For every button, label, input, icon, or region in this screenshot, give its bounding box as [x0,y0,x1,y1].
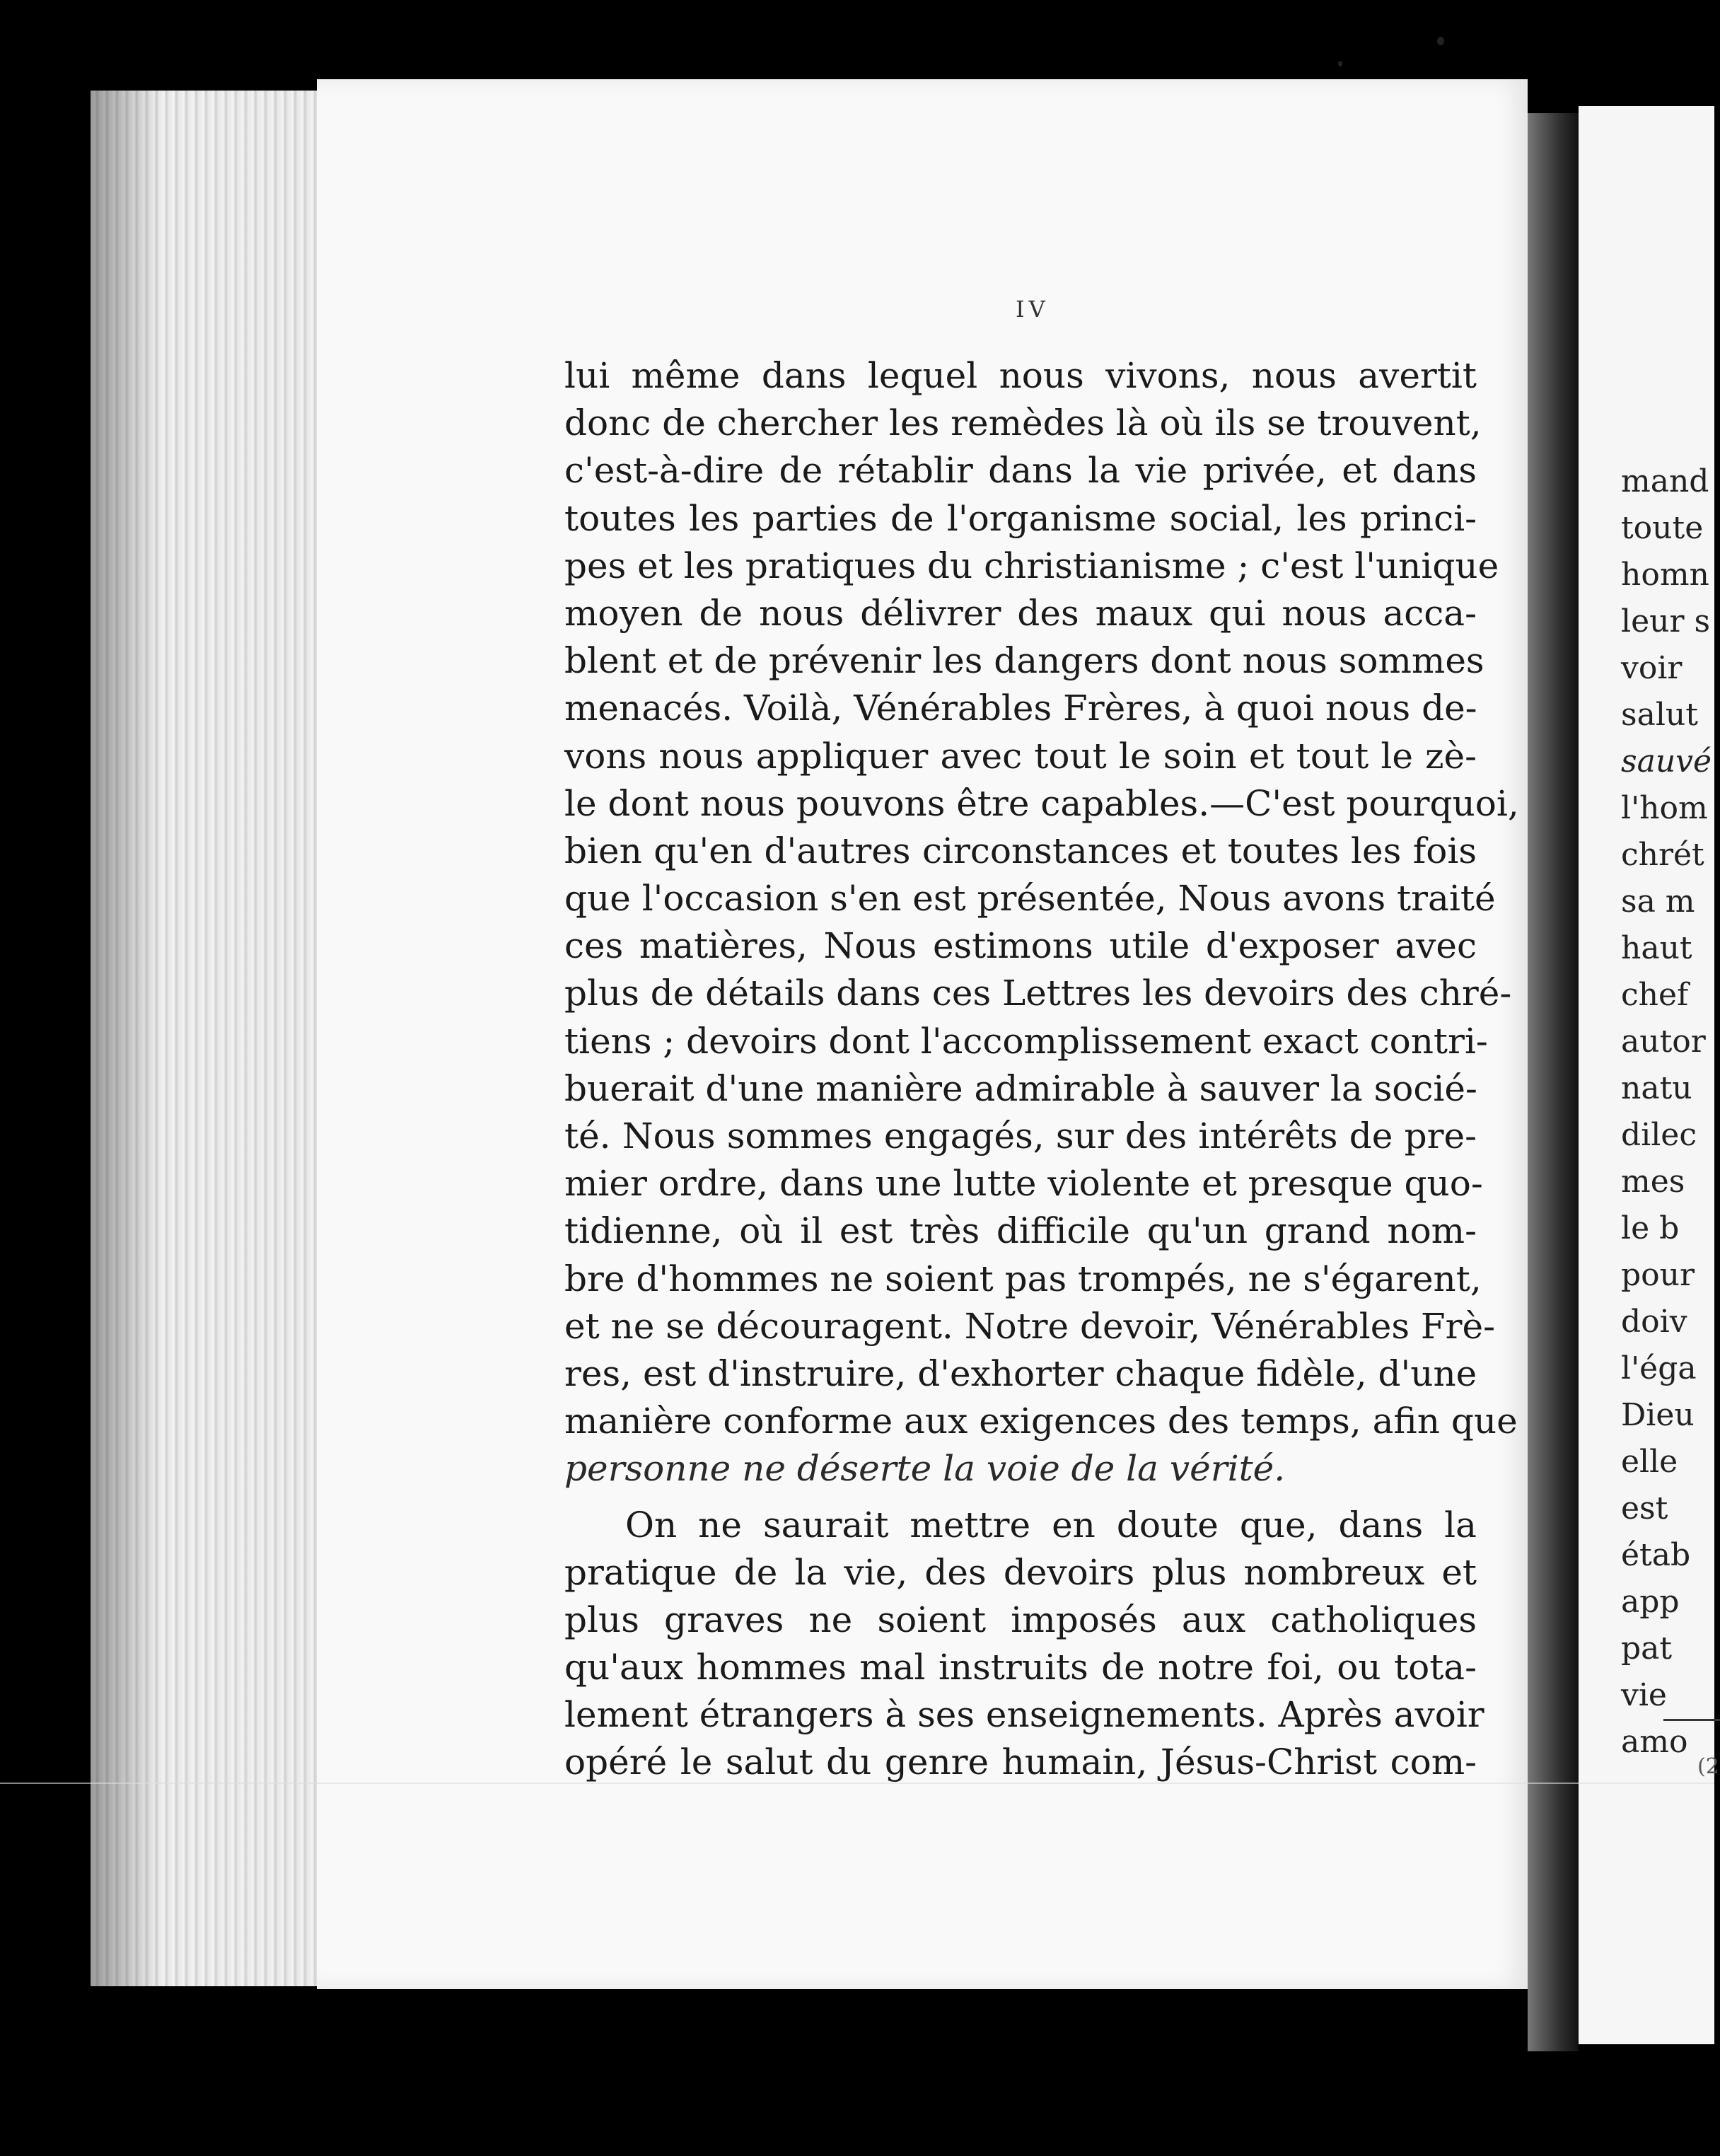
text-line: On ne saurait mettre en doute que, dans la [625,1504,1477,1546]
text-line: moyen de nous délivrer des maux qui nous acca- [564,592,1477,634]
facing-page-text [1621,458,1712,1766]
facing-page-fragment: l'éga [1621,1350,1697,1386]
text-line: et ne se découragent. Notre devoir, Vénérables Frè- [564,1305,1495,1347]
text-line: tidienne, où il est très difficile qu'un grand nom- [564,1210,1477,1252]
facing-page [1579,106,1714,2044]
text-line: menacés. Voilà, Vénérables Frères, à quoi nous de- [564,688,1477,729]
facing-page-fragment: Dieu [1621,1397,1695,1433]
facing-page-fragment: dilec [1621,1117,1697,1153]
book-gutter [1528,113,1579,2051]
facing-page-fragment: voir [1621,650,1683,686]
facing-page-fragment: mand [1621,463,1709,499]
facing-page-fragment: homn [1621,557,1709,593]
facing-page-fragment: haut [1621,930,1692,966]
facing-page-fragment: chrét [1621,837,1704,873]
page-edges [91,91,324,1986]
text-line: le dont nous pouvons être capables.—C'est pourquoi, [564,782,1519,824]
main-text [564,352,1519,1787]
paragraph-1 [564,352,1519,1445]
text-line: vons nous appliquer avec tout le soin et tout le zè- [564,735,1477,777]
text-line: qu'aux hommes mal instruits de notre foi, ou tota- [564,1647,1477,1688]
facing-page-fragment: app [1621,1584,1680,1620]
paragraph-2 [564,1502,1484,1787]
facing-page-fragment: amo [1621,1724,1688,1760]
text-line: lui même dans lequel nous vivons, nous avertit [564,355,1477,396]
facing-page-fragment: sauvé [1621,743,1712,779]
facing-page-fragment: le b [1621,1210,1680,1246]
text-line: pratique de la vie, des devoirs plus nombreux et [564,1551,1477,1593]
text-line: lement étrangers à ses enseignements. Après avoir [564,1694,1484,1736]
facing-page-fragment: vie [1621,1677,1667,1713]
dust-speck [1338,61,1342,66]
text-line: buerait d'une manière admirable à sauver la socié- [564,1067,1477,1109]
facing-page-fragment: leur s [1621,603,1711,639]
text-line: c'est-à-dire de rétablir dans la vie privée, et dans [564,450,1477,492]
scan-line [0,1783,1714,1784]
facing-page-fragment: doiv [1621,1304,1687,1340]
footnote-mark: (2 [1697,1754,1719,1779]
text-line: té. Nous sommes engagés, sur des intérêts de pre- [564,1115,1477,1157]
dust-speck [1437,37,1444,45]
page-number: IV [1016,296,1050,323]
facing-page-fragment: natu [1621,1070,1692,1106]
facing-page-fragment: toute [1621,510,1704,546]
text-line: que l'occasion s'en est présentée, Nous avons traité [564,878,1496,920]
text-line: ces matières, Nous estimons utile d'exposer avec [564,925,1477,967]
text-line: opéré le salut du genre humain, Jésus-Christ com- [564,1741,1477,1783]
facing-page-fragment: est [1621,1490,1668,1526]
facing-page-fragment: mes [1621,1164,1685,1200]
text-line: toutes les parties de l'organisme social, les princi- [564,497,1477,539]
facing-page-fragment: sa m [1621,883,1695,920]
facing-page-fragment: l'hom [1621,790,1708,826]
facing-page-fragment: salut [1621,697,1698,733]
text-line: plus graves ne soient imposés aux catholiques [564,1599,1477,1640]
paragraph-1-italic-line: personne ne déserte la voie de la vérité. [564,1448,1286,1490]
text-line: mier ordre, dans une lutte violente et presque quo- [564,1163,1483,1205]
text-line: bien qu'en d'autres circonstances et toutes les fois [564,830,1477,871]
facing-page-fragment: autor [1621,1024,1706,1060]
text-line: res, est d'instruire, d'exhorter chaque fidèle, d'une [564,1352,1477,1394]
footnote-rule [1663,1719,1720,1721]
facing-page-fragment: pat [1621,1630,1673,1667]
text-line: tiens ; devoirs dont l'accomplissement exact contri- [564,1020,1488,1062]
text-line: manière conforme aux exigences des temps, afin que [564,1401,1518,1442]
facing-page-fragment: chef [1621,977,1689,1013]
text-line: bre d'hommes ne soient pas trompés, ne s'égarent, [564,1258,1482,1299]
text-line: blent et de prévenir les dangers dont nous sommes [564,640,1484,682]
facing-page-fragment: elle [1621,1444,1678,1480]
facing-page-fragment: étab [1621,1537,1691,1573]
text-line: donc de chercher les remèdes là où ils se trouvent, [564,402,1482,444]
facing-page-fragment: pour [1621,1257,1695,1293]
text-line: plus de détails dans ces Lettres les devoirs des chré- [564,973,1512,1014]
text-line: pes et les pratiques du christianisme ; c'est l'unique [564,545,1499,586]
